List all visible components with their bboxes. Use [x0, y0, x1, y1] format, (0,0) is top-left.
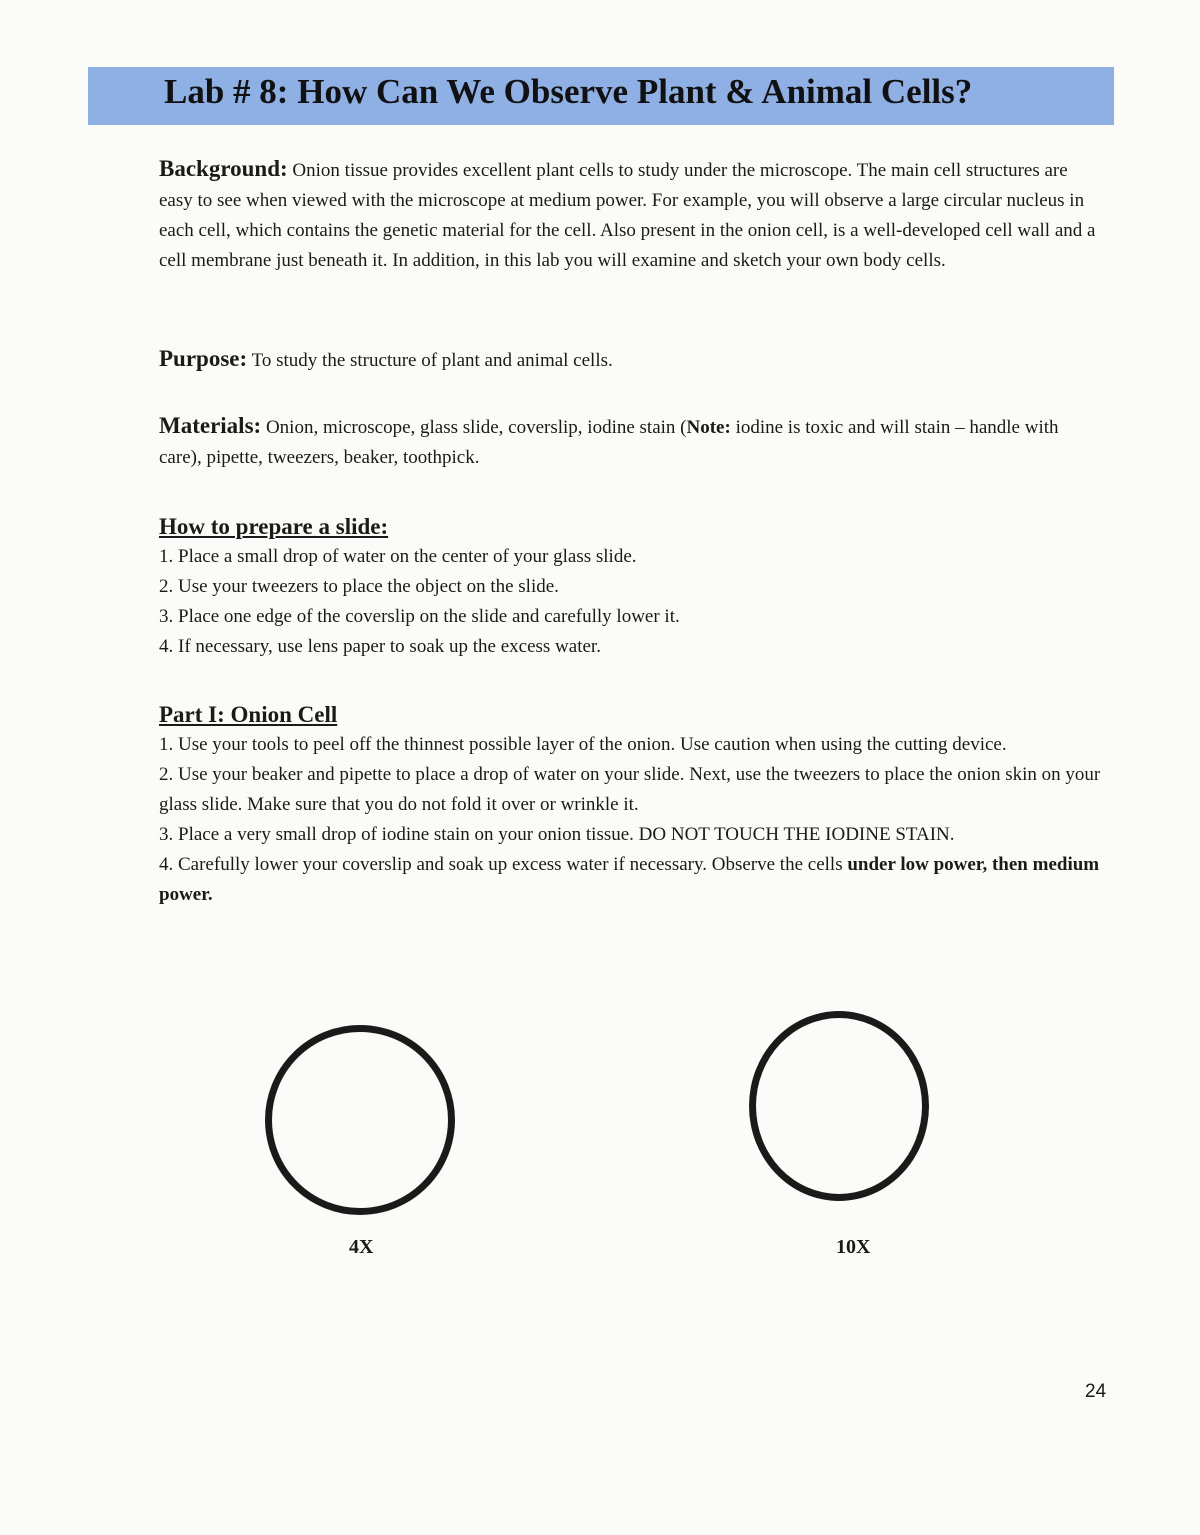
part1-step: 2. Use your beaker and pipette to place a drop of water on your slide. Next, use the tweezers to place the onion skin on your glass slide. Make sure that you do not fold it over or wrinkle it.: [159, 764, 1101, 815]
magnification-label-4x: 4X: [349, 1236, 374, 1258]
background-text: Onion tissue provides excellent plant cells to study under the microscope. The main cell structures are easy to see when viewed with the microscope at medium power. For example, you will observe a large circular nucleus in each cell, which contains the genetic material for the cell. Also present in the onion cell, is a well-developed cell wall and a cell membrane just beneath it. In addition, in this lab you will examine and sketch your own body cells.: [159, 160, 1096, 271]
background-label: Background:: [159, 156, 288, 181]
part1-step: 3. Place a very small drop of iodine stain on your onion tissue. DO NOT TOUCH THE IODINE STAIN.: [159, 824, 955, 845]
part1-section: [159, 700, 1104, 910]
prepare-step: 4. If necessary, use lens paper to soak up the excess water.: [159, 636, 601, 657]
materials-note-label: Note:: [686, 417, 731, 438]
prepare-slide-section: [159, 512, 1104, 662]
page-number: 24: [1085, 1381, 1107, 1402]
page-title: Lab # 8: How Can We Observe Plant & Animal Cells?: [164, 72, 973, 111]
part1-step-4: [159, 850, 1104, 910]
part1-step4-text: 4. Carefully lower your coverslip and soak up excess water if necessary. Observe the cells: [159, 854, 848, 875]
sketch-circle-4x: [265, 1025, 455, 1215]
purpose-label: Purpose:: [159, 346, 248, 371]
materials-label: Materials:: [159, 413, 262, 438]
part1-heading: Part I: Onion Cell: [159, 702, 338, 727]
part1-step: 1. Use your tools to peel off the thinnest possible layer of the onion. Use caution when using the cutting device.: [159, 734, 1007, 755]
magnification-label-10x: 10X: [836, 1236, 871, 1258]
materials-text-after: iodine is toxic and will stain – handle with care), pipette, tweezers, beaker, toothpick.: [159, 417, 1059, 468]
part1-step4-bold: under low power, then medium power.: [159, 854, 1100, 905]
sketch-circle-10x: [749, 1011, 929, 1201]
prepare-step: 1. Place a small drop of water on the center of your glass slide.: [159, 546, 637, 567]
prepare-slide-heading: How to prepare a slide:: [159, 514, 389, 539]
prepare-step: 2. Use your tweezers to place the object on the slide.: [159, 576, 559, 597]
purpose-text: To study the structure of plant and animal cells.: [251, 350, 613, 371]
title-banner: [88, 67, 1114, 125]
materials-paragraph: [159, 411, 1104, 473]
materials-text-before: Onion, microscope, glass slide, coverslip, iodine stain (: [265, 417, 687, 438]
background-paragraph: [159, 154, 1104, 276]
prepare-step: 3. Place one edge of the coverslip on the slide and carefully lower it.: [159, 606, 680, 627]
purpose-paragraph: [159, 344, 1104, 376]
